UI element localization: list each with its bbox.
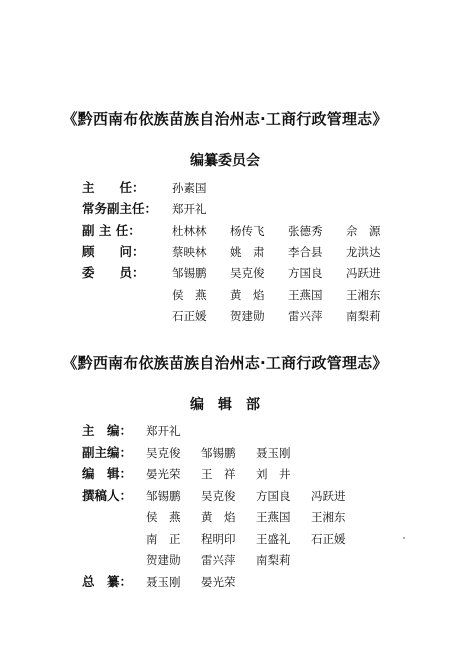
role-label: 常务副主任： (82, 201, 158, 217)
member-name: 黄 焰 (230, 287, 265, 302)
member-names (146, 506, 366, 528)
role-label: 副 主 任： (82, 222, 141, 238)
member-name: 雷兴萍 (288, 308, 323, 323)
member-name: 侯 燕 (172, 287, 207, 302)
member-name: 黄 焰 (201, 510, 236, 524)
member-names (146, 571, 256, 593)
committee-heading: 编纂委员会 (190, 153, 260, 169)
member-name: 南 正 (146, 531, 181, 546)
member-names (172, 262, 404, 284)
member-name: 方国良 (256, 488, 291, 503)
role-label: 主 编： (82, 423, 133, 438)
role-label: 撰稿人： (82, 487, 133, 503)
member-names (172, 177, 230, 199)
member-name: 李合县 (288, 244, 323, 259)
role-label: 编 辑： (82, 466, 133, 481)
committee-row (82, 262, 450, 284)
member-name: 刘 井 (256, 467, 291, 481)
role-label: 副主编： (82, 444, 133, 460)
member-name: 王湘东 (346, 287, 381, 302)
member-name: 王 祥 (201, 467, 236, 481)
committee-row (82, 177, 450, 199)
member-name: 杨传飞 (230, 223, 265, 238)
member-name: 聂玉刚 (146, 574, 181, 589)
editorial-row (82, 506, 450, 528)
member-names (146, 420, 201, 442)
member-names (146, 549, 311, 571)
member-name: 邹锡鹏 (146, 488, 181, 503)
role-label: 总 纂： (82, 573, 133, 589)
member-name: 南梨莉 (346, 308, 381, 323)
member-name: 姚 肃 (230, 244, 265, 259)
member-name: 邹锡鹏 (172, 266, 207, 281)
member-name: 晏光荣 (146, 467, 181, 481)
editorial-row (82, 549, 450, 571)
member-name: 晏光荣 (201, 574, 236, 589)
editorial-row (82, 442, 450, 464)
member-names (172, 284, 404, 306)
editorial-heading: 编 辑 部 (190, 397, 260, 413)
member-name: 孙素国 (172, 181, 207, 195)
committee-book-title: 《黔西南布依族苗族自治州志·工商行政管理志》 (62, 110, 388, 128)
member-name: 石正媛 (311, 531, 346, 546)
role-label: 主 任： (82, 180, 145, 195)
member-names (172, 220, 404, 242)
member-names (172, 241, 404, 263)
member-name: 南梨莉 (256, 553, 291, 567)
member-name: 冯跃进 (346, 266, 381, 281)
editorial-row (82, 528, 450, 550)
editorial-book-title: 《黔西南布依族苗族自治州志·工商行政管理志》 (62, 354, 388, 372)
member-name: 龙洪达 (346, 244, 381, 259)
committee-row (82, 220, 450, 242)
member-names (172, 198, 230, 220)
committee-row (82, 284, 450, 306)
member-name: 侯 燕 (146, 510, 181, 524)
member-name: 吴克俊 (201, 488, 236, 503)
member-name: 郑开礼 (172, 202, 207, 217)
editorial-row (82, 420, 450, 442)
editorial-row (82, 571, 450, 593)
committee-row (82, 241, 450, 263)
role-label: 顾 问： (82, 243, 145, 259)
committee-row (82, 305, 450, 327)
editorial-row (82, 485, 450, 507)
member-names (146, 528, 366, 550)
member-name: 王燕国 (256, 510, 291, 524)
member-name: 程明印 (201, 531, 236, 546)
member-name: 王湘东 (311, 510, 346, 524)
member-name: 邹锡鹏 (201, 445, 236, 460)
member-name: 贺建勋 (230, 308, 265, 323)
member-name: 张德秀 (288, 223, 323, 238)
member-name: 聂玉刚 (256, 445, 291, 460)
member-name: 蔡映林 (172, 244, 207, 259)
member-name: 佘 源 (346, 223, 381, 238)
member-names (146, 442, 311, 464)
member-names (172, 305, 404, 327)
editorial-row (82, 463, 450, 485)
member-name: 冯跃进 (311, 488, 346, 503)
member-name: 王燕国 (288, 287, 323, 302)
member-name: 方国良 (288, 266, 323, 281)
member-name: 杜林林 (172, 223, 207, 238)
member-name: 王盛礼 (256, 531, 291, 546)
member-name: 郑开礼 (146, 424, 181, 438)
committee-row (82, 198, 450, 220)
member-name: 雷兴萍 (201, 553, 236, 567)
member-name: 贺建勋 (146, 553, 181, 567)
member-name: 吴克俊 (230, 266, 265, 281)
member-name: 石正媛 (172, 308, 207, 323)
role-label: 委 员： (82, 265, 145, 281)
member-names (146, 463, 311, 485)
scan-speck (403, 537, 405, 539)
member-name: 吴克俊 (146, 445, 181, 460)
member-names (146, 485, 366, 507)
